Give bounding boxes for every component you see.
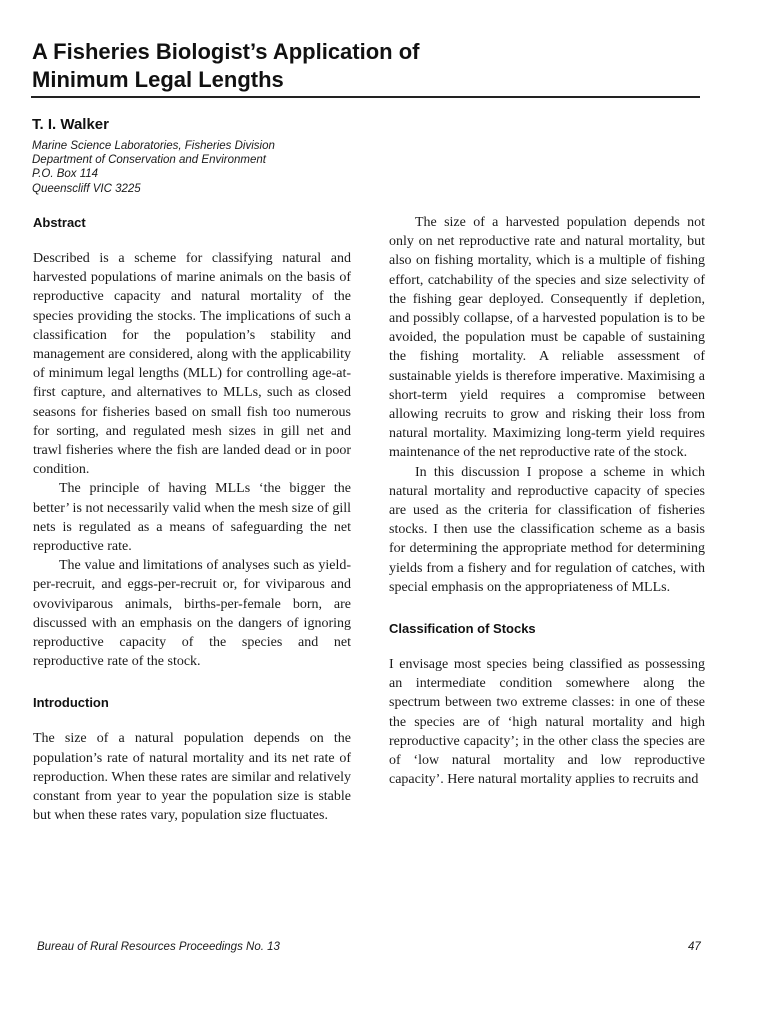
classification-paragraph: I envisage most species being classified as possessing an intermediate condition somewhere along the spectrum between two extreme classes: in one of these the species are of ‘high natural mortality and high reproductive capacity’; in the other class the species are of ‘low natural mortality and low reproductive capacity’. Here natural mortality applies to recruits and <box>389 657 705 788</box>
abstract-paragraph: Described is a scheme for classifying natural and harvested populations of marine animals on the basis of reproductive capacity and natural mortality of the species providing the stocks. The implications of such a classification for the population’s stability and management are considered, along with the applicability of minimum legal lengths (MLL) for controlling age-at-first capture, and alternatives to MLLs, such as closed seasons for fisheries based on small fish too numerous for sorting, and regulated mesh sizes in gill net and trawl fisheries where the fish are landed dead or in poor condition. <box>33 251 351 478</box>
affiliation-line: Marine Science Laboratories, Fisheries Division <box>32 140 275 152</box>
introduction-paragraph: In this discussion I propose a scheme in which natural mortality and reproductive capacity of species are used as the criteria for classification of fisheries stocks. I then use the classification scheme as a basis for determining the appropriate method for determining yields from a fishery and for regulation of catches, with special emphasis on the appropriateness of MLLs. <box>389 464 705 595</box>
affiliation-line: P.O. Box 114 <box>32 168 99 181</box>
affiliation-line: Queenscliff VIC 3225 <box>32 182 141 195</box>
page-number: 47 <box>688 941 701 953</box>
paper-title <box>32 38 700 94</box>
abstract-paragraph: The value and limitations of analyses such as yield-per-recruit, and eggs-per-recruit or, for viviparous and ovoviviparous animals, births-per-female born, are discussed with an emphasis on the dangers of ignoring reproductive capacity of the species and net reproductive rate of the stock. <box>33 558 351 670</box>
right-column <box>389 213 705 789</box>
author-affiliation <box>32 139 372 196</box>
author-name: T. I. Walker <box>32 116 109 133</box>
affiliation-line: Department of Conservation and Environment <box>32 154 266 167</box>
introduction-heading: Introduction <box>33 695 109 711</box>
abstract-heading: Abstract <box>33 215 86 230</box>
introduction-paragraph: The size of a natural population depends on the population’s rate of natural mortality and its net rate of reproduction. When these rates are similar and relatively constant from year to year the population size is stable but when these rates vary, population size fluctuates. <box>33 731 351 824</box>
footer-proceedings: Bureau of Rural Resources Proceedings No. 13 <box>37 941 280 953</box>
title-line-1: A Fisheries Biologist’s Application of <box>32 39 420 64</box>
title-rule <box>31 96 700 98</box>
classification-heading: Classification of Stocks <box>389 621 536 637</box>
title-line-2: Minimum Legal Lengths <box>32 67 284 92</box>
left-column <box>33 213 351 825</box>
abstract-paragraph: The principle of having MLLs ‘the bigger the better’ is not necessarily valid when the mesh size of gill nets is regulated as a means of safeguarding the net reproductive rate. <box>33 481 351 555</box>
introduction-paragraph: The size of a harvested population depends not only on net reproductive rate and natural mortality, but also on fishing mortality, which is a multiple of fishing effort, catchability of the species and size selectivity of the fishing gear deployed. Consequently if depletion, and possibly collapse, of a harvested population is to be avoided, the population must be capable of sustaining the fishing mortality. A reliable assessment of sustainable yields is therefore imperative. Maximising a short-term yield requires a compromise between allowing recruits to grow and risking their loss from natural mortality. Maximizing long-term yield requires maintenance of the net reproductive rate of the stock. <box>389 215 705 461</box>
